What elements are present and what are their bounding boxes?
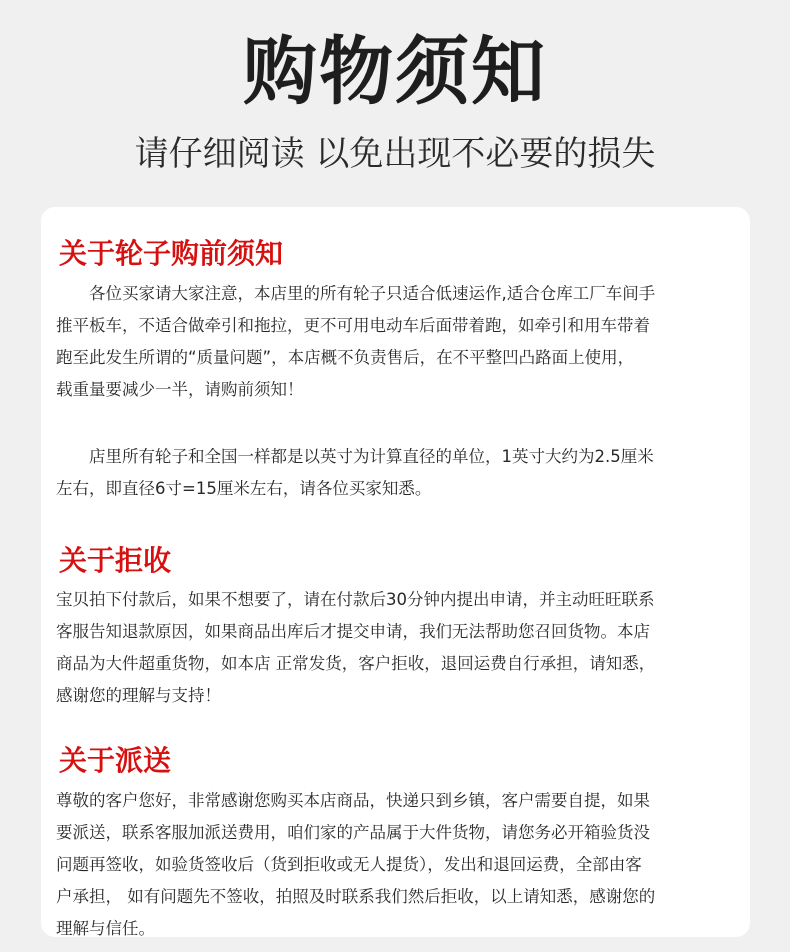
- section-heading-delivery: 关于派送: [59, 744, 172, 777]
- section-heading-rejection: 关于拒收: [59, 544, 172, 577]
- paragraph-delivery: 尊敬的客户您好，非常感谢您购买本店商品，快递只到乡镇，客户需要自提，如果 要派送，联系客服加派送费用，咱们家的产品属于大件货物，请您务必开箱验货没 问题再签收，如验货签收后（货到拒收或无人提货），发出和退回运费，全部由客 户承担， 如有问题先不签收，拍照及时联系我们然后拒收，以上请知悉，感谢您的 理解与信任。: [56, 791, 656, 938]
- page-title: 购物须知: [243, 29, 547, 115]
- paragraph-wheels-usage: 各位买家请大家注意，本店里的所有轮子只适合低速运作,适合仓库工厂车间手 推平板车，不适合做牵引和拖拉，更不可用电动车后面带着跑，如牵引和用车带着 跑至此发生所谓的“质量问题”，本店概不负责售后，在不平整凹凸路面上使用， 载重量要减少一半，请购前须知！: [56, 284, 656, 399]
- paragraph-wheels-size: 店里所有轮子和全国一样都是以英寸为计算直径的单位，1英寸大约为2.5厘米 左右，即直径6寸=15厘米左右，请各位买家知悉。: [56, 447, 654, 498]
- page-subtitle: 请仔细阅读 以免出现不必要的损失: [134, 134, 656, 174]
- paragraph-rejection: 宝贝拍下付款后，如果不想要了，请在付款后30分钟内提出申请，并主动旺旺联系 客服告知退款原因，如果商品出库后才提交申请，我们无法帮助您召回货物。本店 商品为大件超重货物，如本店 正常发货，客户拒收，退回运费自行承担，请知悉， 感谢您的理解与支持！: [56, 590, 656, 705]
- section-heading-wheels: 关于轮子购前须知: [59, 237, 284, 270]
